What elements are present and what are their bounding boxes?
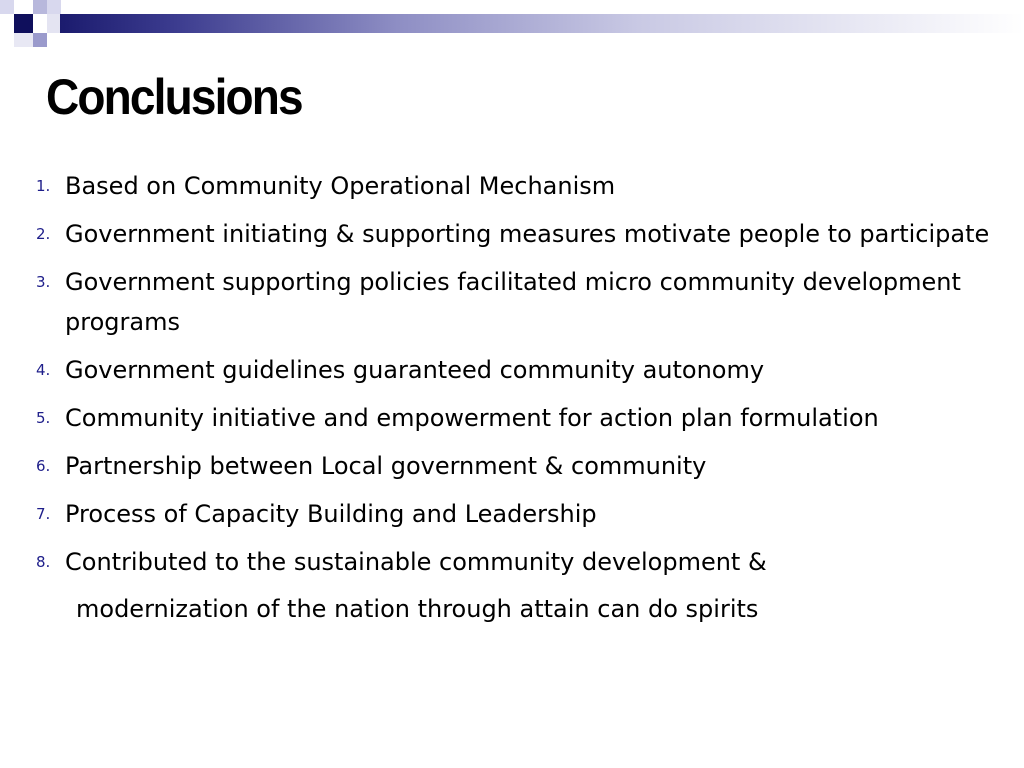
decorative-square bbox=[47, 14, 61, 33]
item-text: Partnership between Local government & community bbox=[65, 452, 707, 480]
item-number: 2. bbox=[36, 225, 51, 243]
item-number: 4. bbox=[36, 361, 51, 379]
list-item bbox=[0, 542, 1005, 629]
list-item bbox=[0, 262, 1005, 342]
decorative-square bbox=[14, 33, 33, 47]
header-decoration bbox=[0, 0, 1024, 48]
item-number: 3. bbox=[36, 273, 51, 291]
item-number: 6. bbox=[36, 457, 51, 475]
decorative-square bbox=[47, 0, 61, 14]
item-number: 1. bbox=[36, 177, 51, 195]
item-text: Process of Capacity Building and Leadership bbox=[65, 500, 597, 528]
item-continuation-text: modernization of the nation through attain can do spirits bbox=[76, 595, 759, 623]
list-item bbox=[0, 350, 1005, 390]
list-item bbox=[0, 214, 1005, 254]
decorative-square bbox=[33, 33, 47, 47]
item-number: 8. bbox=[36, 553, 51, 571]
decorative-square bbox=[33, 0, 47, 14]
header-gradient-bar bbox=[60, 14, 1024, 33]
item-text: Community initiative and empowerment for action plan formulation bbox=[65, 404, 879, 432]
slide-title: Conclusions bbox=[46, 69, 302, 125]
conclusion-list bbox=[0, 166, 1024, 637]
item-text: Government guidelines guaranteed community autonomy bbox=[65, 356, 765, 384]
item-text: Government supporting policies facilitated micro community development programs bbox=[65, 268, 961, 336]
item-text: Contributed to the sustainable community development & bbox=[65, 548, 767, 576]
decorative-square bbox=[14, 14, 33, 33]
list-item bbox=[0, 494, 1005, 534]
list-item bbox=[0, 446, 1005, 486]
item-number: 7. bbox=[36, 505, 51, 523]
item-text: Government initiating & supporting measures motivate people to participate bbox=[65, 220, 990, 248]
item-number: 5. bbox=[36, 409, 51, 427]
list-item bbox=[0, 398, 1005, 438]
item-text: Based on Community Operational Mechanism bbox=[65, 172, 616, 200]
list-item bbox=[0, 166, 1005, 206]
decorative-square bbox=[0, 0, 14, 14]
